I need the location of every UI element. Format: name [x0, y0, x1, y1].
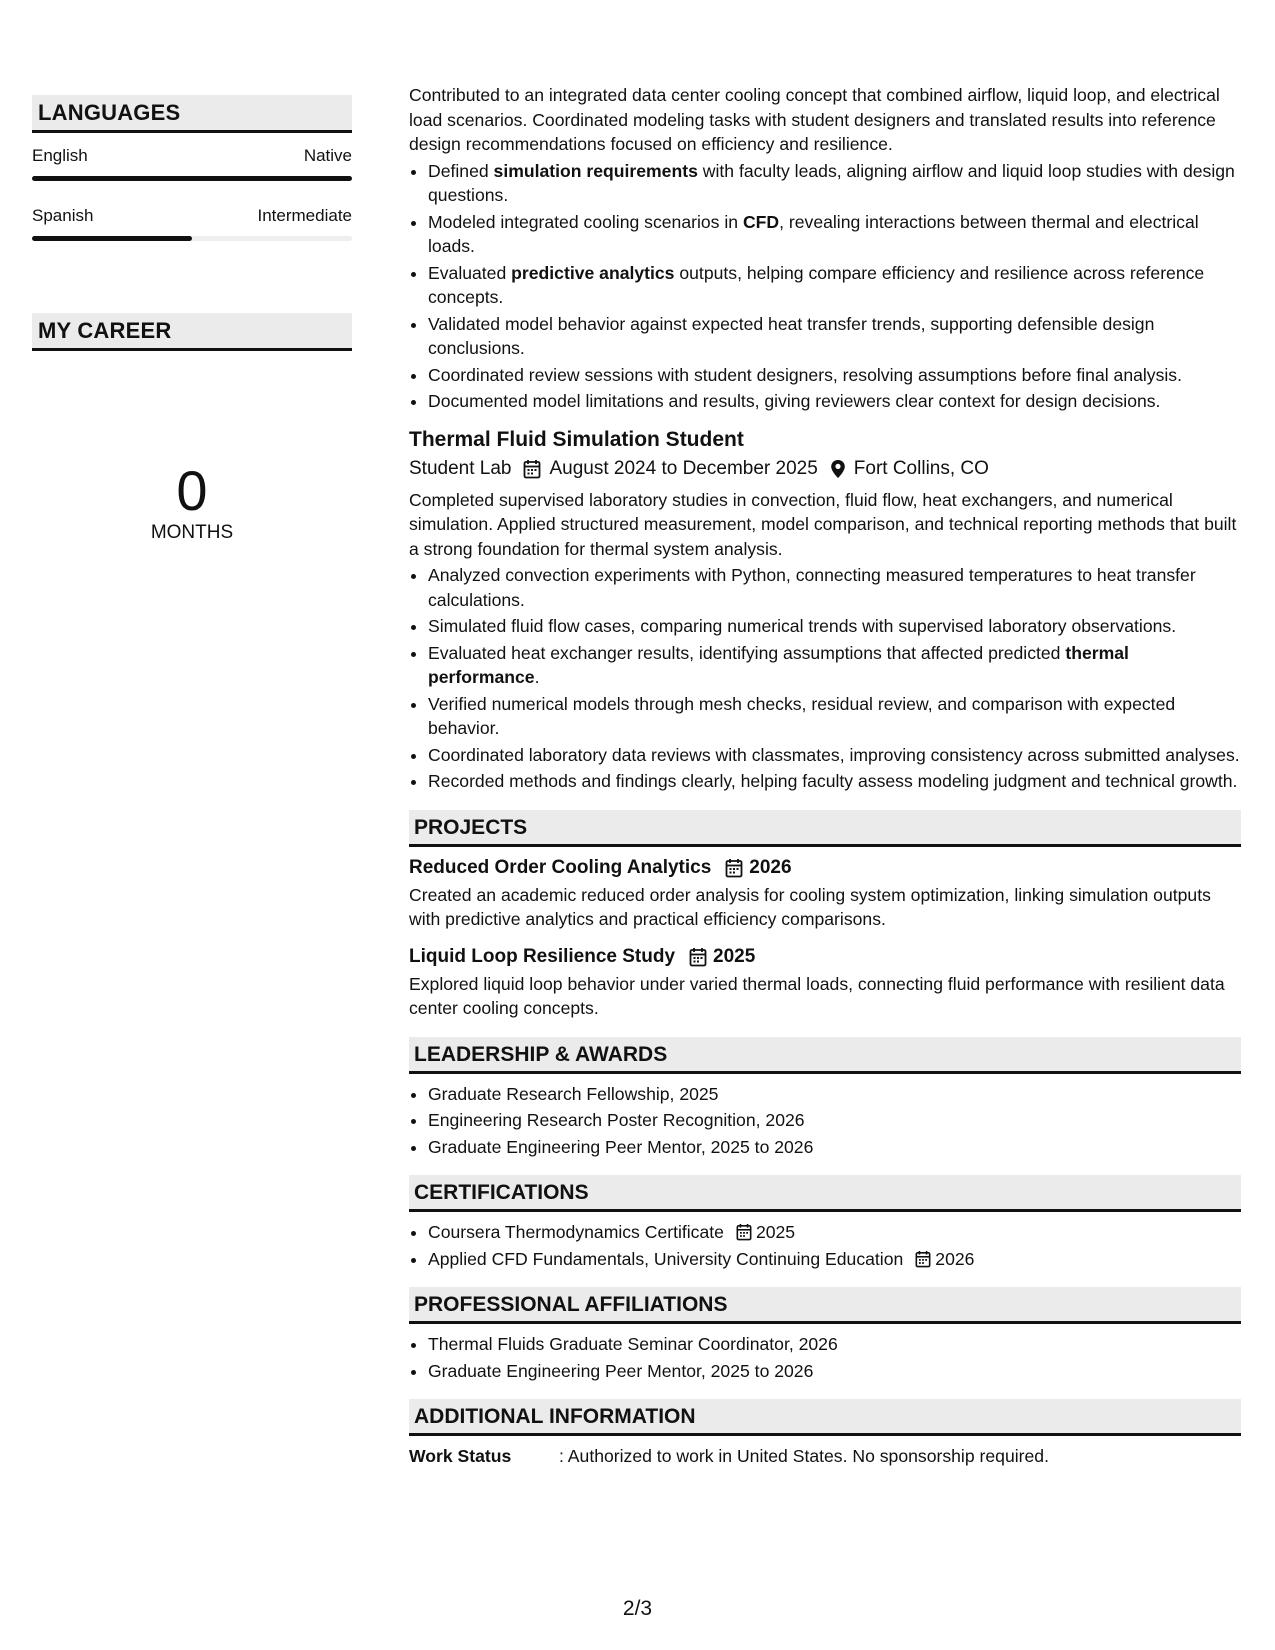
list-item: • Documented model limitations and results, giving reviewers clear context for design decisions.	[428, 389, 1241, 414]
affiliations-list	[409, 1332, 1241, 1383]
language-level: Intermediate	[257, 206, 352, 225]
job-dates: August 2024 to December 2025	[549, 457, 818, 479]
language-name: Spanish	[32, 206, 94, 225]
affiliations-heading: PROFESSIONAL AFFILIATIONS	[409, 1287, 1241, 1324]
job-title: Thermal Fluid Simulation Student	[409, 427, 744, 451]
list-item: • Evaluated predictive analytics outputs, helping compare efficiency and resilience across reference concepts.	[428, 261, 1241, 310]
additional-info-value: : Authorized to work in United States. No sponsorship required.	[559, 1446, 1049, 1466]
project-year: 2026	[749, 856, 792, 878]
career-duration	[32, 459, 352, 545]
list-item: • Recorded methods and findings clearly, helping faculty assess modeling judgment and technical growth.	[428, 769, 1241, 794]
project-year: 2025	[713, 945, 756, 967]
page-number: 2/3	[622, 1597, 653, 1620]
language-level: Native	[303, 146, 352, 165]
language-name: English	[32, 146, 88, 165]
calendar-icon	[725, 858, 743, 878]
list-item: • Graduate Engineering Peer Mentor, 2025 to 2026	[428, 1359, 1241, 1384]
list-item: • Defined simulation requirements with faculty leads, aligning airflow and liquid loop studies with design questions.	[428, 159, 1241, 208]
list-item: • Modeled integrated cooling scenarios in CFD, revealing interactions between thermal and electrical loads.	[428, 210, 1241, 259]
right-column	[409, 83, 1241, 1469]
certifications-list	[409, 1220, 1241, 1271]
project-description: Created an academic reduced order analysis for cooling system optimization, linking simulation outputs with predictive analytics and practical efficiency comparisons.	[409, 884, 1211, 929]
list-item: • Analyzed convection experiments with Python, connecting measured temperatures to heat transfer calculations.	[428, 563, 1241, 612]
job-bullets	[409, 159, 1241, 414]
list-item: • Coursera Thermodynamics Certificate 2025	[428, 1220, 1241, 1245]
languages-heading: LANGUAGES	[32, 95, 352, 133]
list-item: • Evaluated heat exchanger results, identifying assumptions that affected predicted thermal performance.	[428, 641, 1241, 690]
projects-heading: PROJECTS	[409, 810, 1241, 847]
calendar-icon	[523, 459, 541, 479]
list-item: • Verified numerical models through mesh checks, residual review, and comparison with expected behavior.	[428, 692, 1241, 741]
left-column	[32, 95, 352, 545]
calendar-icon	[689, 947, 707, 967]
calendar-icon	[736, 1223, 752, 1241]
language-item	[32, 145, 352, 181]
additional-info-heading: ADDITIONAL INFORMATION	[409, 1399, 1241, 1436]
job-company: Student Lab	[409, 457, 512, 479]
certification-year: 2026	[935, 1248, 975, 1269]
list-item: • Coordinated review sessions with student designers, resolving assumptions before final analysis.	[428, 363, 1241, 388]
certification-year: 2025	[755, 1222, 796, 1242]
certifications-heading: CERTIFICATIONS	[409, 1175, 1241, 1212]
career-duration-unit: MONTHS	[150, 522, 234, 543]
job-summary: Contributed to an integrated data center cooling concept that combined airflow, liquid loop, and electrical load scenarios. Coordinated modeling tasks with student designers and translated results into reference design recommendations focused on efficiency and resilience.	[409, 85, 1220, 154]
job-bullets	[409, 563, 1241, 794]
language-item	[32, 205, 352, 241]
project-title: Reduced Order Cooling Analytics 2026	[409, 855, 1241, 881]
list-item: • Engineering Research Poster Recognition, 2026	[428, 1108, 1241, 1133]
leadership-heading: LEADERSHIP & AWARDS	[409, 1037, 1241, 1074]
leadership-list	[409, 1082, 1241, 1160]
language-proficiency-bar	[32, 236, 352, 241]
job-location: Fort Collins, CO	[853, 457, 989, 479]
list-item: • Coordinated laboratory data reviews with classmates, improving consistency across submitted analyses.	[428, 743, 1241, 768]
career-heading: MY CAREER	[32, 313, 352, 351]
list-item: • Graduate Research Fellowship, 2025	[428, 1082, 1241, 1107]
language-proficiency-fill	[32, 176, 352, 181]
job-summary: Completed supervised laboratory studies in convection, fluid flow, heat exchangers, and numerical simulation. Applied structured measurement, model comparison, and technical reporting methods that built a strong foundation for thermal system analysis.	[409, 489, 1237, 559]
additional-info-row	[409, 1444, 1241, 1469]
language-proficiency-fill	[32, 236, 192, 241]
language-proficiency-bar	[32, 176, 352, 181]
list-item: • Thermal Fluids Graduate Seminar Coordinator, 2026	[428, 1332, 1241, 1357]
calendar-icon	[915, 1250, 931, 1268]
project-title: Liquid Loop Resilience Study 2025	[409, 944, 1241, 970]
list-item: • Validated model behavior against expected heat transfer trends, supporting defensible design conclusions.	[428, 312, 1241, 361]
list-item: • Graduate Engineering Peer Mentor, 2025 to 2026	[428, 1135, 1241, 1160]
map-pin-icon	[830, 459, 846, 479]
job-meta	[409, 455, 1241, 483]
list-item: • Applied CFD Fundamentals, University Continuing Education 2026	[428, 1247, 1241, 1272]
additional-info-label: Work Status	[409, 1446, 512, 1466]
career-duration-value: 0	[176, 459, 208, 522]
project-description: Explored liquid loop behavior under varied thermal loads, connecting fluid performance with resilient data center cooling concepts.	[409, 973, 1225, 1018]
list-item: • Simulated fluid flow cases, comparing numerical trends with supervised laboratory observations.	[428, 614, 1241, 639]
